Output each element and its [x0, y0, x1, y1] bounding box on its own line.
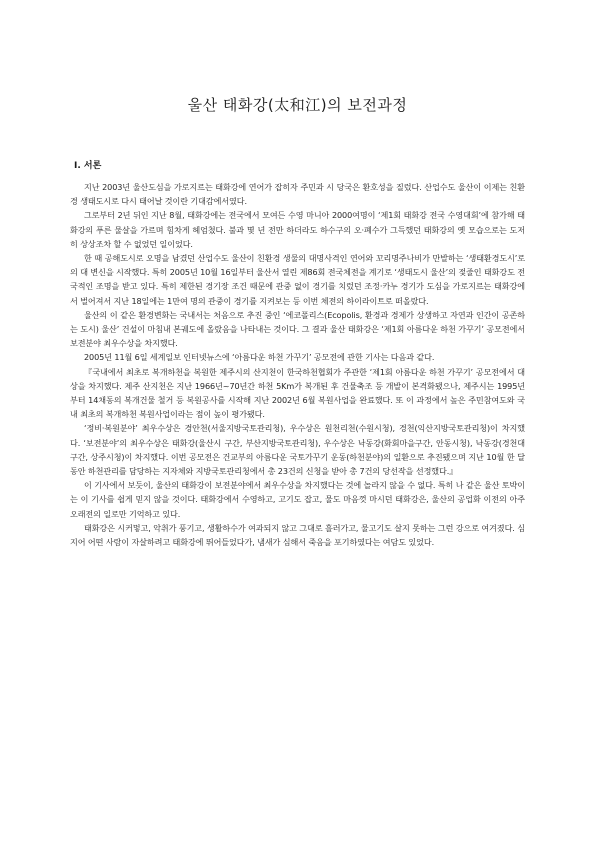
body-text [70, 180, 525, 549]
paragraph: 그로부터 2년 뒤인 지난 8월, 태화강에는 전국에서 모여든 수영 마니아 2000여명이 ‘제1회 태화강 전국 수영대회’에 참가해 태화강의 푸른 물살을 가르며 힘차게 헤엄쳤다. 불과 몇 년 전만 하더라도 하수구의 오·폐수가 그득했던 태화강의 옛 모습으로는 도저히 상상조차 할 수 없었던 일이었다. [70, 210, 525, 249]
paragraph: 지난 2003년 울산도심을 가로지르는 태화강에 연어가 잡히자 주민과 시 당국은 환호성을 질렀다. 산업수도 울산이 이제는 친환경 생태도시로 다시 태어날 것이란 기대감에서였다. [70, 182, 525, 207]
paragraph: 이 기사에서 보듯이, 울산의 태화강이 보전분야에서 최우수상을 차지했다는 것에 놀라지 않을 수 없다. 특히 나 같은 울산 토박이는 이 기사를 쉽게 믿지 않을 것이다. 태화강에서 수영하고, 고기도 잡고, 물도 마음껏 마시던 태화강은, 울산의 공업화 이전의 아주 오래전의 일로만 기억하고 있다. [70, 480, 525, 519]
document-title: 울산 태화강(太和江)의 보전과정 [187, 96, 408, 114]
quoted-article-paragraph: ‘정비·복원분야’ 최우수상은 경안천(서울지방국토관리청), 우수상은 원천리천(수원시청), 경천(익산지방국토관리청)이 차지했다. ‘보전분야’의 최우수상은 태화강(울산시 구간, 부산지방국토관리청), 우수상은 낙동강(화회마을구간, 안동시청), 낙동강(경천대 구간, 상주시청)이 차지했다. 이번 공모전은 건교부의 아름다운 국토가꾸기 운동(하천분야)의 일환으로 추진됐으며 지난 10월 한 달 동안 하천관리를 담당하는 지자체와 지방국토관리청에서 총 23건의 신청을 받아 총 7건의 당선작을 선정했다.』 [70, 423, 525, 477]
paragraph: 태화강은 시커멓고, 악취가 풍기고, 생활하수가 여과되지 않고 그대로 흘러가고, 물고기도 살지 못하는 그런 강으로 여겨졌다. 심지어 어떤 사람이 자살하려고 태화강에 뛰어들었다가, 냄새가 심해서 죽음을 포기하였다는 여담도 있었다. [70, 522, 525, 548]
paragraph: 2005년 11월 6일 세계일보 인터넷뉴스에 ‘아름다운 하천 가꾸기’ 공모전에 관한 기사는 다음과 같다. [84, 352, 435, 363]
paragraph: 울산의 이 같은 환경변화는 국내서는 처음으로 추진 중인 ‘에코폴리스(Ecopolis, 환경과 경제가 상생하고 자연과 인간이 공존하는 도시) 울산’ 건설이 마침내 본궤도에 올랐음을 나타내는 것이다. 그 결과 울산 태화강은 ‘제1회 아름다운 하천 가꾸기’ 공모전에서 보전분야 최우수상을 차지했다. [70, 309, 525, 349]
quoted-article-paragraph: 『국내에서 최초로 복개하천을 복원한 제주시의 산지천이 한국하천협회가 주관한 ‘제1회 아름다운 하천 가꾸기’ 공모전에서 대상을 차지했다. 제주 산지천은 지난 1966년~70년간 하천 5Km가 복개된 후 건물축조 등 개발이 본격화됐으나, 제주시는 1995년부터 14채동의 복개건물 철거 등 복원공사를 시작해 지난 2002년 6월 복원사업을 완료했다. 또 이 과정에서 높은 주민참여도와 국내 최초의 복개하천 복원사업이라는 점이 높이 평가됐다. [70, 366, 525, 420]
section-heading: Ⅰ. 서론 [74, 161, 102, 171]
paragraph: 한 때 공해도시로 오명을 남겼던 산업수도 울산이 친환경 생물의 대명사격인 연어와 꼬리명주나비가 만발하는 ‘생태환경도시’로의 대 변신을 시작했다. 특히 2005년 10월 16일부터 울산서 열린 제86회 전국체전을 계기로 ‘생태도시 울산’의 젖줄인 태화강도 전국적인 조명을 받고 있다. 특히 제한된 경기장 조건 때문에 관중 없이 경기를 치렀던 조정·카누 경기가 도심을 가로지르는 태화강에서 벌어져서 지난 18일에는 1만여 명의 관중이 경기를 지켜보는 등 이번 체전의 하이라이트로 떠올랐다. [70, 253, 526, 306]
